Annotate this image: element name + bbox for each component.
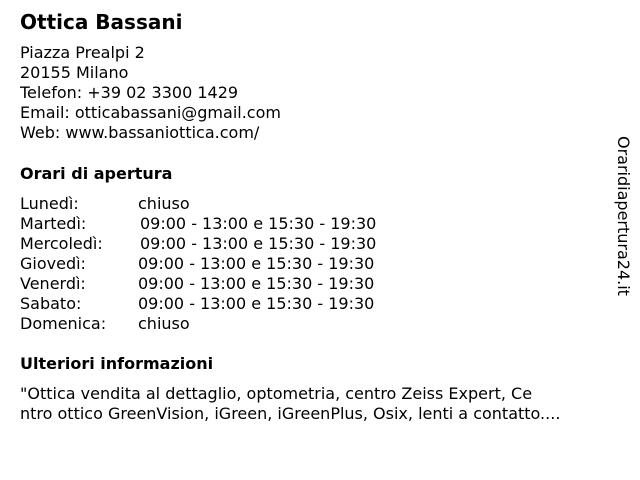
info-description — [20, 384, 620, 424]
hours-time: chiuso — [138, 314, 190, 333]
email-line: Email: otticabassani@gmail.com — [20, 103, 281, 122]
hours-time: 09:00 - 13:00 e 15:30 - 19:30 — [140, 214, 377, 233]
hours-time: 09:00 - 13:00 e 15:30 - 19:30 — [138, 274, 375, 293]
hours-day: Lunedì: — [20, 194, 79, 213]
address-street: Piazza Prealpi 2 — [20, 43, 145, 62]
watermark-text: Oraridiapertura24.it — [614, 136, 633, 296]
hours-time: 09:00 - 13:00 e 15:30 - 19:30 — [138, 294, 375, 313]
hours-day: Venerdì: — [20, 274, 86, 293]
hours-time: 09:00 - 13:00 e 15:30 - 19:30 — [140, 234, 377, 253]
hours-time: chiuso — [138, 194, 190, 213]
hours-day: Giovedì: — [20, 254, 86, 273]
info-heading: Ulteriori informazioni — [20, 354, 214, 373]
business-name: Ottica Bassani — [20, 10, 183, 34]
site-watermark — [612, 136, 634, 314]
hours-day: Mercoledì: — [20, 234, 103, 253]
hours-day: Martedì: — [20, 214, 87, 233]
hours-time: 09:00 - 13:00 e 15:30 - 19:30 — [138, 254, 375, 273]
hours-day: Domenica: — [20, 314, 107, 333]
contact-block — [20, 43, 281, 143]
phone-line: Telefon: +39 02 3300 1429 — [20, 83, 239, 102]
info-line: ntro ottico GreenVision, iGreen, iGreenPlus, Osix, lenti a contatto.... — [20, 404, 561, 423]
web-line: Web: www.bassaniottica.com/ — [20, 123, 260, 142]
hours-day: Sabato: — [20, 294, 82, 313]
info-line: "Ottica vendita al dettaglio, optometria, centro Zeiss Expert, Ce — [20, 384, 533, 403]
address-city: 20155 Milano — [20, 63, 129, 82]
hours-heading: Orari di apertura — [20, 164, 173, 183]
